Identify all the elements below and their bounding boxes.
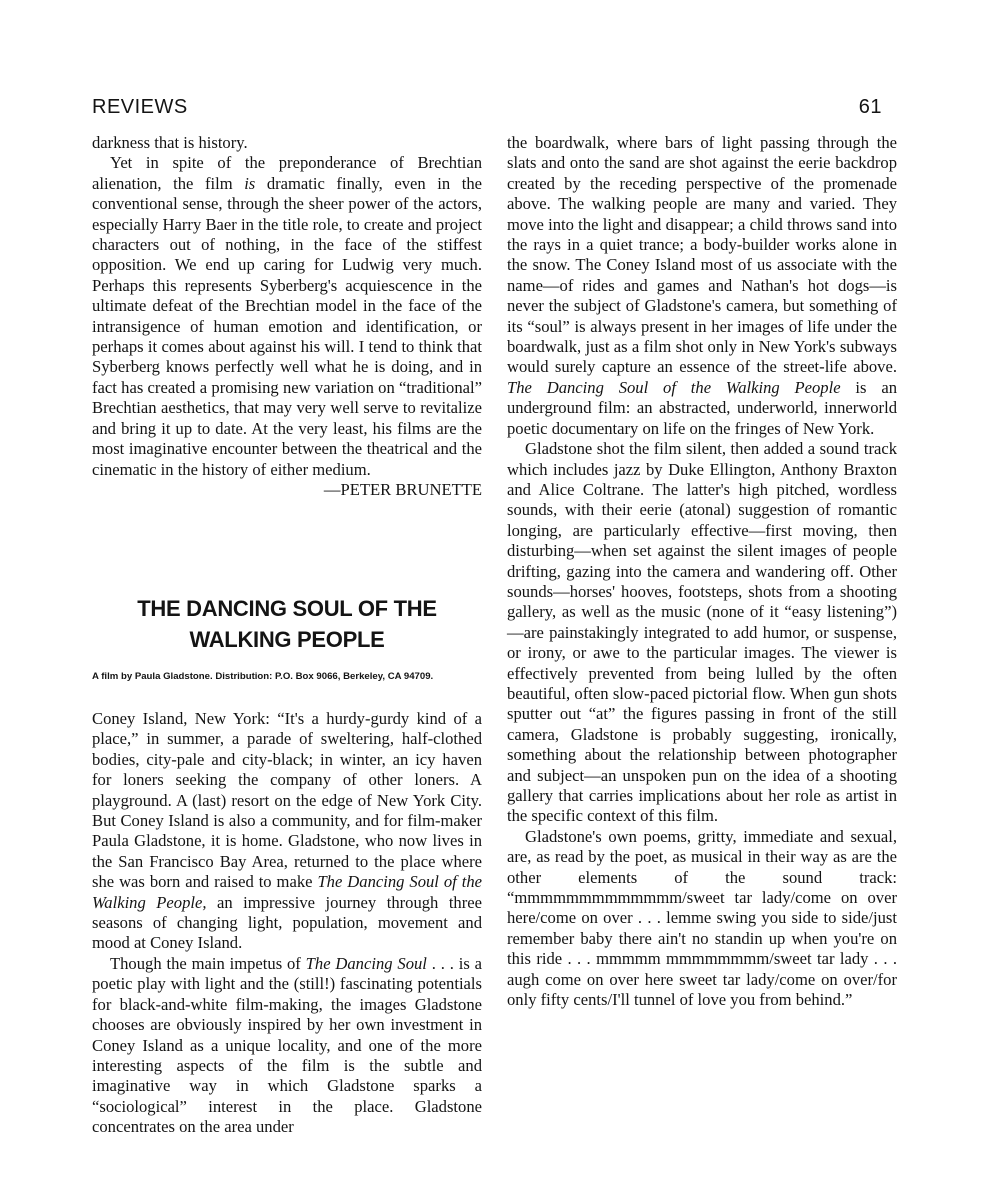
paragraph: Gladstone shot the film silent, then added a sound track which includes jazz by Duke Ellington, Anthony Braxton and Alice Coltrane. The latter's high pitched, wordless sounds, with their eerie (atonal) suggestion of romantic longing, are particularly effective—first moving, then disturbing—when set against the silent images of people drifting, gazing into the camera and wandering off. Other sounds—horses' hooves, footsteps, shots from a shooting gallery, as well as the music (none of it “easy listening”)—are painstakingly integrated to add humor, or suspense, or irony, or awe to the particular images. The viewer is effectively prevented from being lulled by the often beautiful, often slow-paced pictorial flow. When gun shots sputter out “at” the figures passing in front of the still camera, Gladstone is probably suggesting, ironically, something about the relationship between photographer and subject—an unspoken pun on the idea of a shooting gallery that carries implications about her role as artist in the specific context of this film.: [507, 439, 897, 826]
paragraph: the boardwalk, where bars of light passing through the slats and onto the sand are shot against the eerie backdrop created by the receding perspective of the promenade above. The walking people are many and varied. They move into the light and disappear; a child throws sand into the rays in a quiet trance; a body-builder works alone in the snow. The Coney Island most of us associate with the name—of rides and games and Nathan's hot dogs—is never the subject of Gladstone's camera, but something of its “soul” is always present in her images of life under the boardwalk, just as a film shot only in New York's subways would surely capture an essence of the street-life above. The Dancing Soul of the Walking People is an underground film: an abstracted, underworld, innerworld poetic documentary on life on the fringes of New York.: [507, 133, 897, 438]
reviewer-signature: —PETER BRUNETTE: [323, 479, 482, 499]
review-title-line: WALKING PEOPLE: [189, 627, 385, 652]
review-title-line: THE DANCING SOUL OF THE: [137, 596, 437, 621]
paragraph: Though the main impetus of The Dancing Soul . . . is a poetic play with light and the (still!) fascinating potentials for black-and-white film-making, the images Gladstone chooses are obviously inspired by her own investment in Coney Island as a unique locality, and one of the more interesting aspects of the film is the subtle and imaginative way in which Gladstone sparks a “sociological” interest in the place. Gladstone concentrates on the area under: [92, 953, 483, 1137]
page-number: 61: [858, 96, 882, 118]
paragraph: darkness that is history.: [92, 133, 248, 152]
running-header-section: REVIEWS: [92, 96, 188, 118]
film-credit: A film by Paula Gladstone. Distribution: P.O. Box 9066, Berkeley, CA 94709.: [92, 671, 434, 682]
paragraph: Coney Island, New York: “It's a hurdy-gurdy kind of a place,” in summer, a parade of sweltering, half-clothed bodies, city-pale and city-black; in winter, an icy haven for loners seeking the company of other loners. A playground. A (last) resort on the edge of New York City. But Coney Island is also a community, and for film-maker Paula Gladstone, it is home. Gladstone, who now lives in the San Francisco Bay Area, returned to the place where she was born and raised to make The Dancing Soul of the Walking People, an impressive journey through three seasons of changing light, population, movement and mood at Coney Island.: [92, 709, 482, 953]
paragraph: Gladstone's own poems, gritty, immediate and sexual, are, as read by the poet, as musical in their way as are the other elements of the sound track: “mmmmmmmmmmmmm/sweet tar lady/come on over here/come on over . . . lemme swing you side to side/just remember baby there ain't no standin up when you're on this ride . . . mmmmm mmmmmmmm/sweet tar lady . . . augh come on over here sweet tar lady/come on over/for only fifty cents/I'll tunnel of love you from behind.”: [507, 826, 897, 1010]
right-column: [507, 133, 897, 1010]
review-title: [92, 593, 482, 655]
left-column-top: [92, 133, 482, 500]
paragraph: Yet in spite of the preponderance of Brechtian alienation, the film is dramatic finally, even in the conventional sense, through the sheer power of the actors, especially Harry Baer in the title role, to create and project characters out of nothing, in the face of the stiffest opposition. We end up caring for Ludwig very much. Perhaps this represents Syberberg's acquiescence in the ultimate defeat of the Brechtian model in the face of the intransigence of human emotion and identification, or perhaps it comes about against his will. I tend to think that Syberberg knows perfectly well what he is doing, and in fact has created a promising new variation on “traditional” Brechtian aesthetics, that may very well serve to revitalize and bring it up to date. At the very least, his films are the most imaginative encounter between the theatrical and the cinematic in the history of either medium.: [92, 153, 482, 479]
left-column-bottom: [92, 709, 482, 1138]
